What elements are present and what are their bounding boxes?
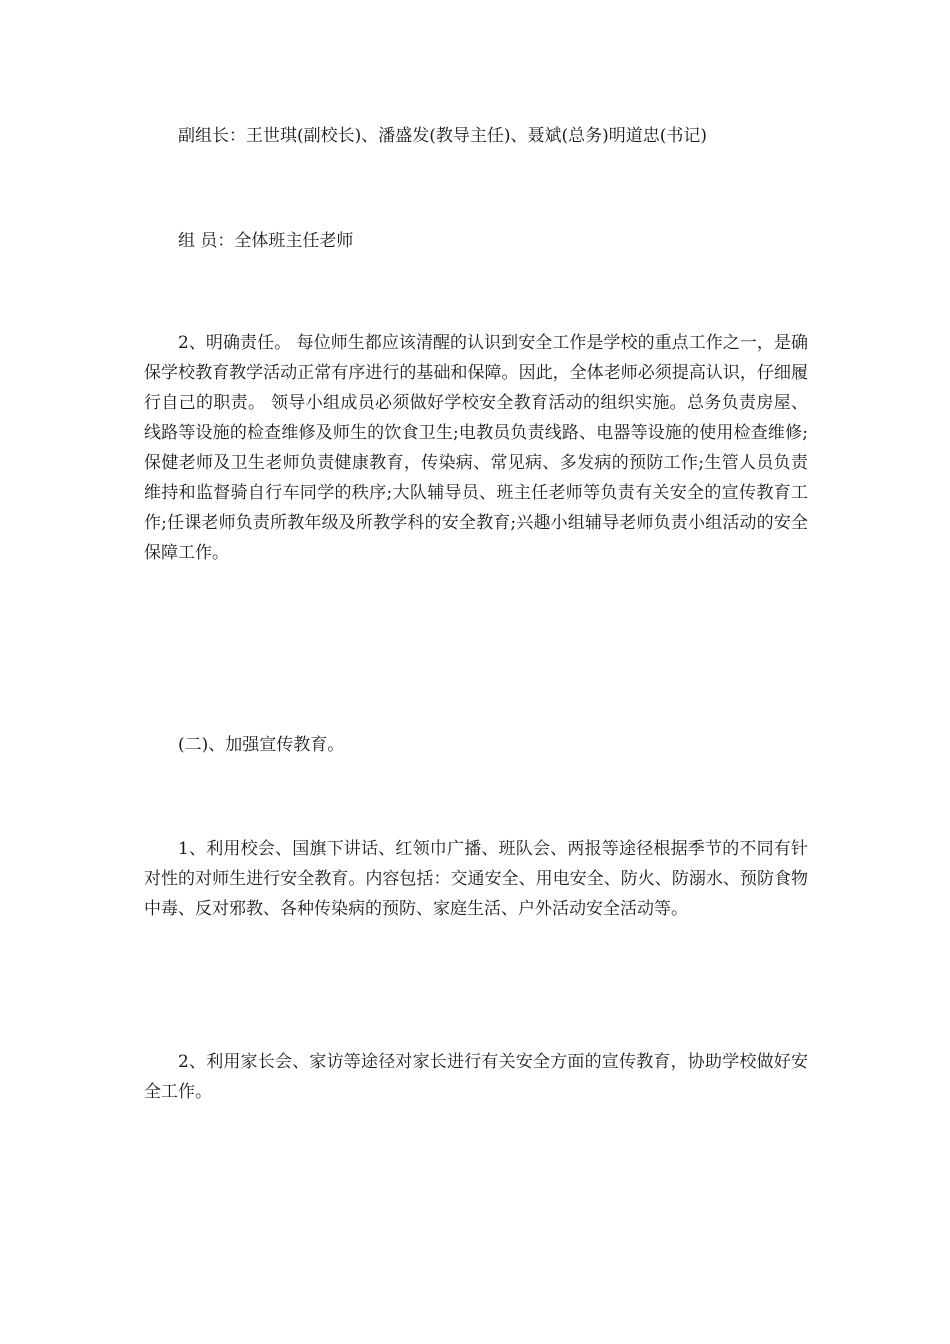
paragraph-responsibilities: 2、明确责任。 每位师生都应该清醒的认识到安全工作是学校的重点工作之一，是确保学校教育教学活动正常有序进行的基础和保障。因此，全体老师必须提高认识，仔细履行自己的职责。 领导小组成员必须做好学校安全教育活动的组织实施。总务负责房屋、线路等设施的检查维修及师生的饮食卫生;电教员负责线路、电器等设施的使用检查维修;保健老师及卫生老师负责健康教育，传染病、常见病、多发病的预防工作;生管人员负责维持和监督骑自行车同学的秩序;大队辅导员、班主任老师等负责有关安全的宣传教育工作;任课老师负责所教年级及所教学科的安全教育;兴趣小组辅导老师负责小组活动的安全保障工作。 xyxy=(144,333,808,563)
paragraph-education-1: 1、利用校会、国旗下讲话、红领巾广播、班队会、两报等途径根据季节的不同有针对性的对师生进行安全教育。内容包括：交通安全、用电安全、防火、防溺水、预防食物中毒、反对邪教、各种传染病的预防、家庭生活、户外活动安全活动等。 xyxy=(144,839,808,919)
paragraph-education-2: 2、利用家长会、家访等途径对家长进行有关安全方面的宣传教育，协助学校做好安全工作。 xyxy=(144,1052,808,1102)
paragraph-members: 组 员：全体班主任老师 xyxy=(178,231,354,251)
paragraph-deputy-leaders: 副组长：王世琪(副校长)、潘盛发(教导主任)、聂斌(总务)明道忠(书记) xyxy=(178,126,708,146)
section-heading-publicity: (二)、加强宣传教育。 xyxy=(178,735,345,755)
